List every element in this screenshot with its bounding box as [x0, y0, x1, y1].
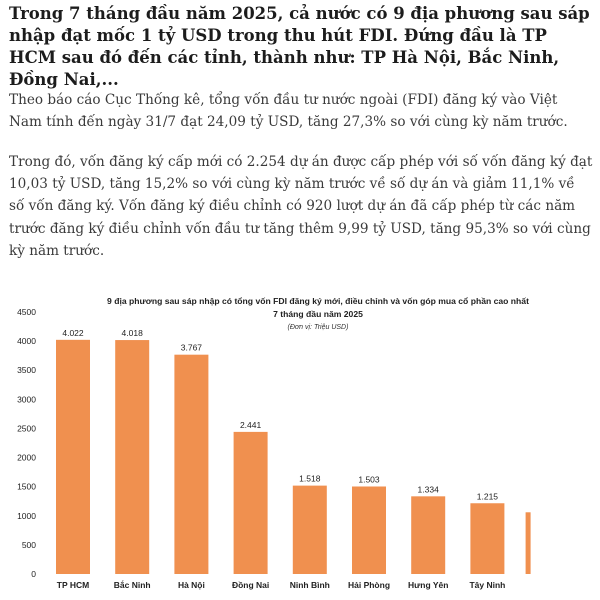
bar-value-label: 2.441 — [239, 419, 262, 430]
article-paragraph-1: Theo báo cáo Cục Thống kê, tổng vốn đầu tư nước ngoài (FDI) đăng ký vào Việt Nam tính đến ngày 31/7 đạt 24,09 tỷ USD, tăng 27,3% so với cùng kỳ năm trước. — [9, 92, 568, 131]
y-tick-label: 3500 — [17, 365, 36, 376]
bar-value-label: 4.018 — [121, 328, 143, 339]
y-tick-label: 1000 — [17, 510, 36, 521]
bar — [293, 486, 327, 574]
y-axis — [17, 307, 36, 579]
bar-value-label: 4.022 — [62, 327, 84, 338]
chart-title-line1: 9 địa phương sau sáp nhập có tổng vốn FDI đăng ký mới, điều chỉnh và vốn góp mua cổ phần cao nhất — [107, 296, 529, 306]
bar — [115, 340, 149, 574]
bar — [352, 486, 386, 574]
y-tick-label: 500 — [21, 539, 36, 550]
y-tick-label: 4500 — [17, 307, 36, 317]
bar — [470, 503, 504, 574]
fdi-bar-chart — [0, 292, 600, 600]
bar — [234, 432, 268, 574]
bar — [56, 340, 90, 574]
bar-value-label: 1.503 — [358, 474, 380, 485]
y-tick-label: 2500 — [17, 423, 36, 434]
category-label: Tây Ninh — [469, 580, 506, 590]
article-headline: Trong 7 tháng đầu năm 2025, cả nước có 9 địa phương sau sáp nhập đạt mốc 1 tỷ USD trong thu hút FDI. Đứng đầu là TP HCM sau đó đến các tỉnh, thành như: TP Hà Nội, Bắc Ninh, Đồng Nai,... — [9, 4, 590, 89]
bar — [411, 496, 445, 574]
bar-value-label: 1.518 — [299, 473, 321, 484]
bar — [174, 355, 208, 574]
chart-title-line2: 7 tháng đầu năm 2025 — [273, 309, 363, 319]
y-tick-label: 2000 — [17, 452, 36, 463]
category-label: Hà Nội — [177, 580, 205, 590]
y-tick-label: 1500 — [17, 481, 36, 492]
bar-value-label: 1.334 — [417, 484, 439, 495]
category-label: Hưng Yên — [407, 580, 449, 590]
y-tick-label: 4000 — [17, 336, 36, 347]
category-label: Ninh Bình — [289, 580, 330, 590]
y-tick-label: 3000 — [17, 394, 36, 405]
y-tick-label: 0 — [31, 569, 36, 579]
bar-value-label: 3.767 — [180, 342, 203, 353]
article-paragraph-2: Trong đó, vốn đăng ký cấp mới có 2.254 dự án được cấp phép với số vốn đăng ký đạt 10,03 tỷ USD, tăng 15,2% so với cùng kỳ năm trước về số dự án và giảm 11,1% về số vốn đăng ký. Vốn đăng ký điều chỉnh có 920 lượt dự án đã cấp phép từ các năm trước đăng ký điều chỉnh vốn đầu tư tăng thêm 9,99 tỷ USD, tăng 95,3% so với cùng kỳ năm trước. — [9, 154, 593, 259]
category-label: TP HCM — [56, 580, 90, 590]
bars — [56, 328, 531, 590]
category-label: Hải Phòng — [347, 580, 391, 590]
chart-subtitle: (Đơn vị: Triệu USD) — [287, 324, 349, 331]
category-label: Bắc Ninh — [113, 580, 151, 590]
bar-value-label: 1.215 — [476, 491, 499, 502]
category-label: Đồng Nai — [231, 580, 270, 590]
bar-partial — [526, 512, 531, 574]
